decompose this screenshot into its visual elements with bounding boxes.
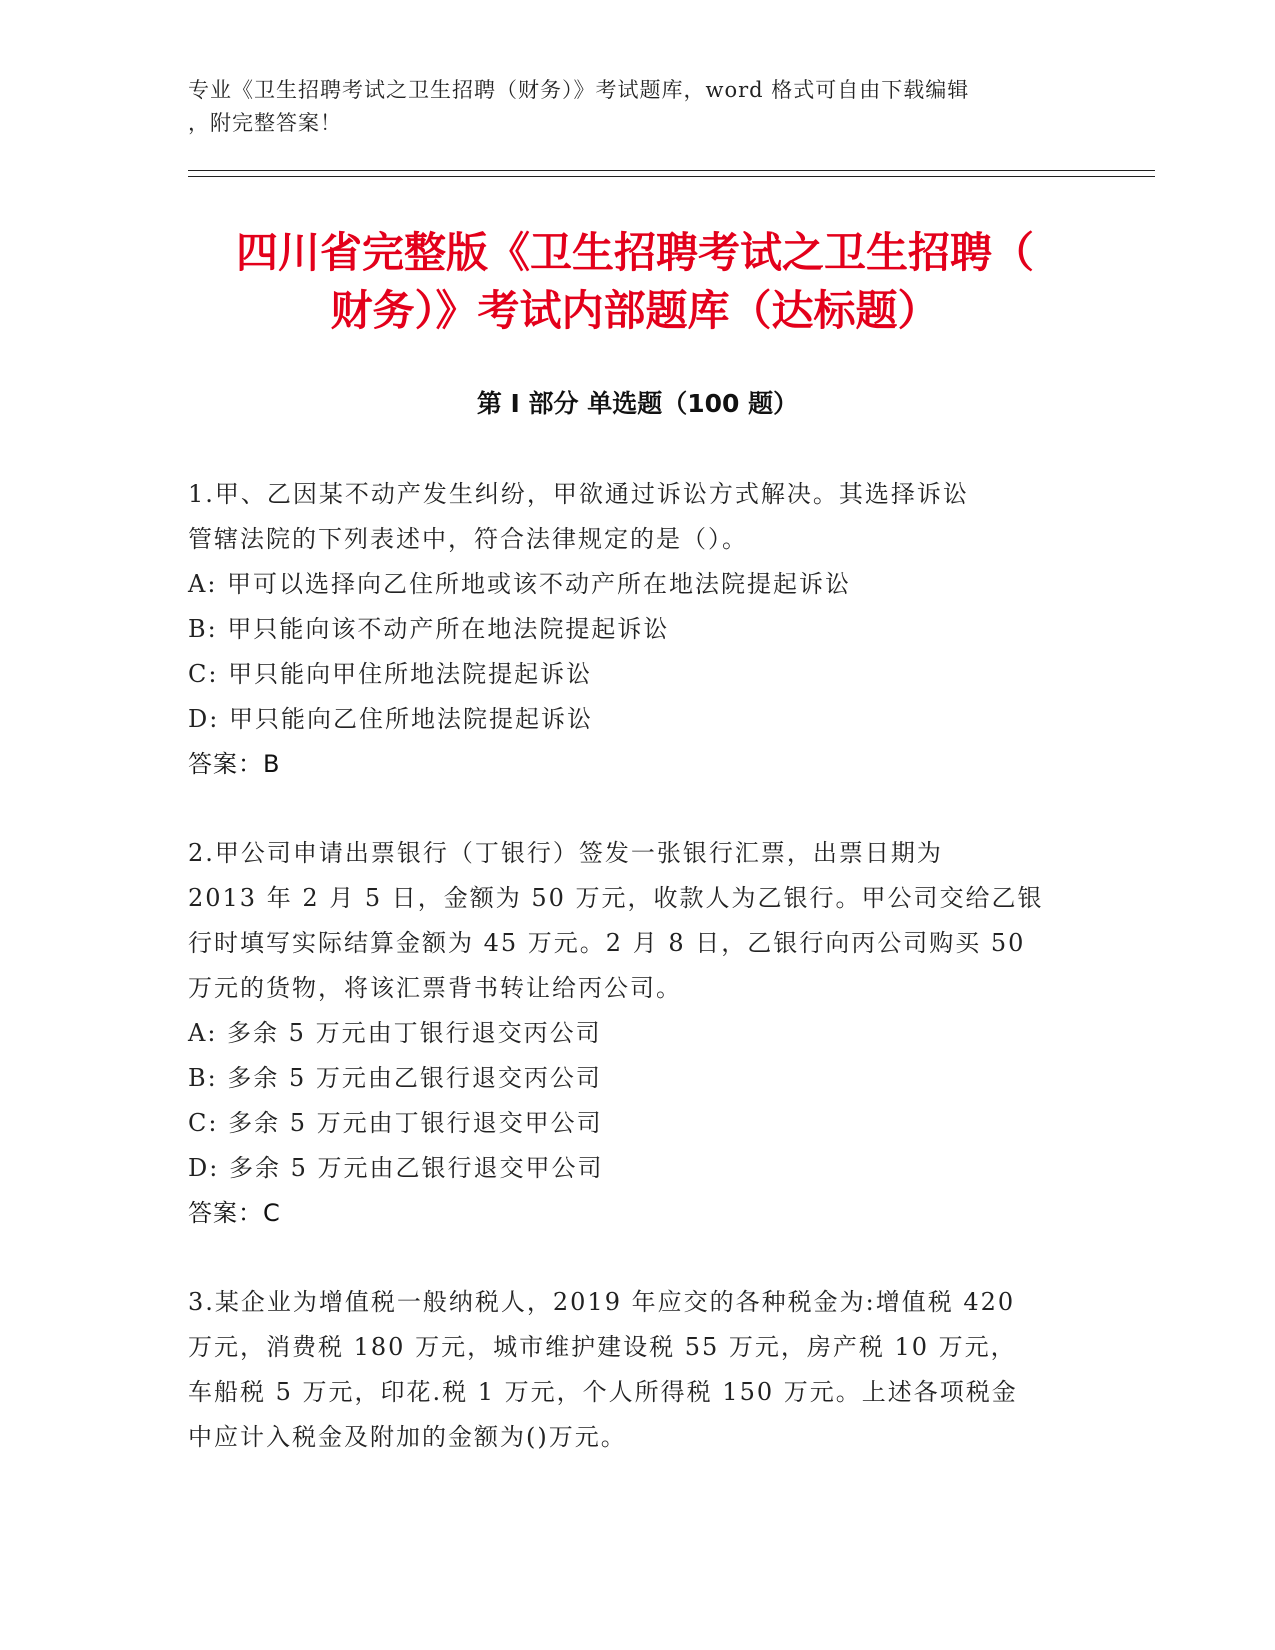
question-stem-line: 1.甲、乙因某不动产发生纠纷，甲欲通过诉讼方式解决。其选择诉讼 [188,480,969,508]
question-list [188,472,1088,1504]
option-b: B: 甲只能向该不动产所在地法院提起诉讼 [188,615,670,643]
question-3 [188,1280,1088,1460]
question-1 [188,472,1088,787]
option-c: C: 多余 5 万元由丁银行退交甲公司 [188,1109,603,1137]
question-stem-line: 3.某企业为增值税一般纳税人，2019 年应交的各种税金为:增值税 420 [188,1288,1016,1316]
question-stem-line: 管辖法院的下列表述中，符合法律规定的是（）。 [188,525,748,553]
question-stem-line: 2.甲公司申请出票银行（丁银行）签发一张银行汇票，出票日期为 [188,839,943,867]
section-title: 第 I 部分 单选题（100 题） [476,389,799,418]
question-2 [188,831,1088,1236]
answer-label: 答案：B [188,750,281,778]
header-note-line-1: 专业《卫生招聘考试之卫生招聘（财务）》考试题库，word 格式可自由下载编辑 [188,78,970,102]
question-stem-line: 车船税 5 万元，印花.税 1 万元，个人所得税 150 万元。上述各项税金 [188,1378,1018,1406]
header-rule-upper [188,170,1155,171]
option-a: A: 多余 5 万元由丁银行退交丙公司 [188,1019,602,1047]
document-title [200,224,1070,340]
option-d: D: 多余 5 万元由乙银行退交甲公司 [188,1154,604,1182]
question-stem-line: 中应计入税金及附加的金额为()万元。 [188,1423,627,1451]
answer-label: 答案：C [188,1199,281,1227]
header-note-line-2: ，附完整答案！ [188,111,342,135]
option-d: D: 甲只能向乙住所地法院提起诉讼 [188,705,593,733]
document-title-line-2: 财务）》考试内部题库（达标题） [330,286,940,335]
question-stem-line: 行时填写实际结算金额为 45 万元。2 月 8 日，乙银行向丙公司购买 50 [188,929,1026,957]
header-note [188,74,1068,140]
question-stem-line: 万元的货物，将该汇票背书转让给丙公司。 [188,974,682,1002]
option-c: C: 甲只能向甲住所地法院提起诉讼 [188,660,593,688]
option-b: B: 多余 5 万元由乙银行退交丙公司 [188,1064,602,1092]
document-title-line-1: 四川省完整版《卫生招聘考试之卫生招聘（ [235,228,1034,277]
question-stem-line: 万元，消费税 180 万元，城市维护建设税 55 万元，房产税 10 万元， [188,1333,1017,1361]
header-rule-lower [188,176,1155,177]
option-a: A: 甲可以选择向乙住所地或该不动产所在地法院提起诉讼 [188,570,852,598]
question-stem-line: 2013 年 2 月 5 日，金额为 50 万元，收款人为乙银行。甲公司交给乙银 [188,884,1044,912]
